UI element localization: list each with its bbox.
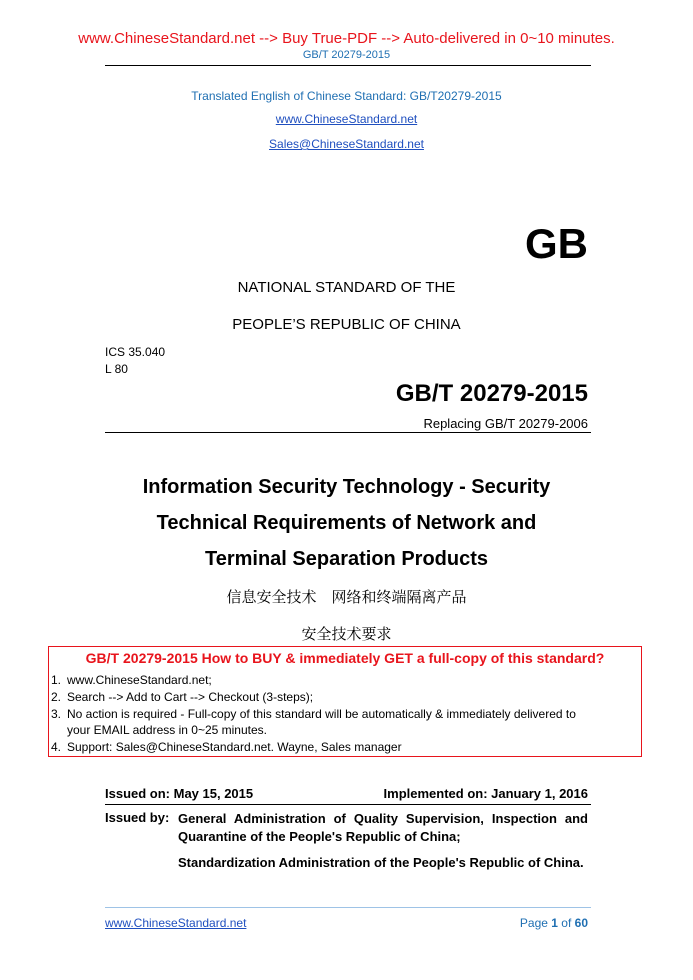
page-prefix: Page [519,916,552,930]
translated-notice: Translated English of Chinese Standard: GB/T20279-2015 [191,89,502,103]
site-link-wrap [0,112,693,126]
step-text: No action is required - Full-copy of this standard will be automatically & immediately delivered to [67,707,576,721]
purchase-info-box [48,646,642,757]
step-number: 1. [51,673,62,687]
standard-number: GB/T 20279-2015 [395,380,588,407]
sales-email-link[interactable]: Sales@ChineseStandard.net [269,137,424,151]
title-line-1: Information Security Technology - Security [142,476,551,498]
footer-divider [105,907,591,908]
title-divider [105,432,591,433]
page-total: 60 [574,916,588,930]
top-banner: www.ChineseStandard.net --> Buy True-PDF --> Auto-delivered in 0~10 minutes. [78,30,615,47]
chinese-title-line-2: 安全技术要求 [301,626,392,643]
step-text: Support: Sales@ChineseStandard.net. Wayne, Sales manager [67,740,402,754]
purchase-step-2 [51,689,313,705]
purchase-step-1 [51,672,212,688]
implemented-on-date: Implemented on: January 1, 2016 [383,786,588,801]
ccs-code: L 80 [105,362,128,376]
national-standard-line2: PEOPLE’S REPUBLIC OF CHINA [232,316,461,333]
issuer-2: Standardization Administration of the People's Republic of China. [178,855,584,870]
step-text: Search --> Add to Cart --> Checkout (3-steps); [67,690,314,704]
purchase-heading: GB/T 20279-2015 How to BUY & immediately GET a full-copy of this standard? [85,650,605,666]
footer-site-link[interactable]: www.ChineseStandard.net [105,916,247,930]
step-number: 3. [51,707,62,721]
ics-code: ICS 35.040 [105,345,166,359]
step-text[interactable]: www.ChineseStandard.net; [67,673,212,687]
chinese-title-line-1: 信息安全技术 网络和终端隔离产品 [226,589,467,606]
header-divider [105,65,591,66]
gb-mark: GB [525,220,588,267]
page-current: 1 [551,916,558,930]
page-of: of [557,916,575,930]
page-indicator [520,916,588,930]
title-line-2: Technical Requirements of Network and [156,512,537,534]
national-standard-line1: NATIONAL STANDARD OF THE [237,279,456,296]
sales-link-wrap [0,137,693,151]
title-line-3: Terminal Separation Products [204,548,489,570]
purchase-step-4 [51,739,402,755]
footer-site-wrap [105,916,246,930]
step-number: 4. [51,740,62,754]
purchase-step-3 [51,706,636,738]
header-doc-id: GB/T 20279-2015 [302,49,391,61]
issuer-1: General Administration of Quality Supervision, Inspection and Quarantine of the People's Republic of China; [178,811,588,844]
issued-by-label: Issued by: [105,810,170,825]
site-link[interactable]: www.ChineseStandard.net [275,112,418,126]
step-text-continued: your EMAIL address in 0~25 minutes. [67,723,267,737]
replacing-note: Replacing GB/T 20279-2006 [423,416,588,431]
issue-divider [105,804,591,805]
step-number: 2. [51,690,62,704]
issued-on-date: Issued on: May 15, 2015 [105,786,254,801]
